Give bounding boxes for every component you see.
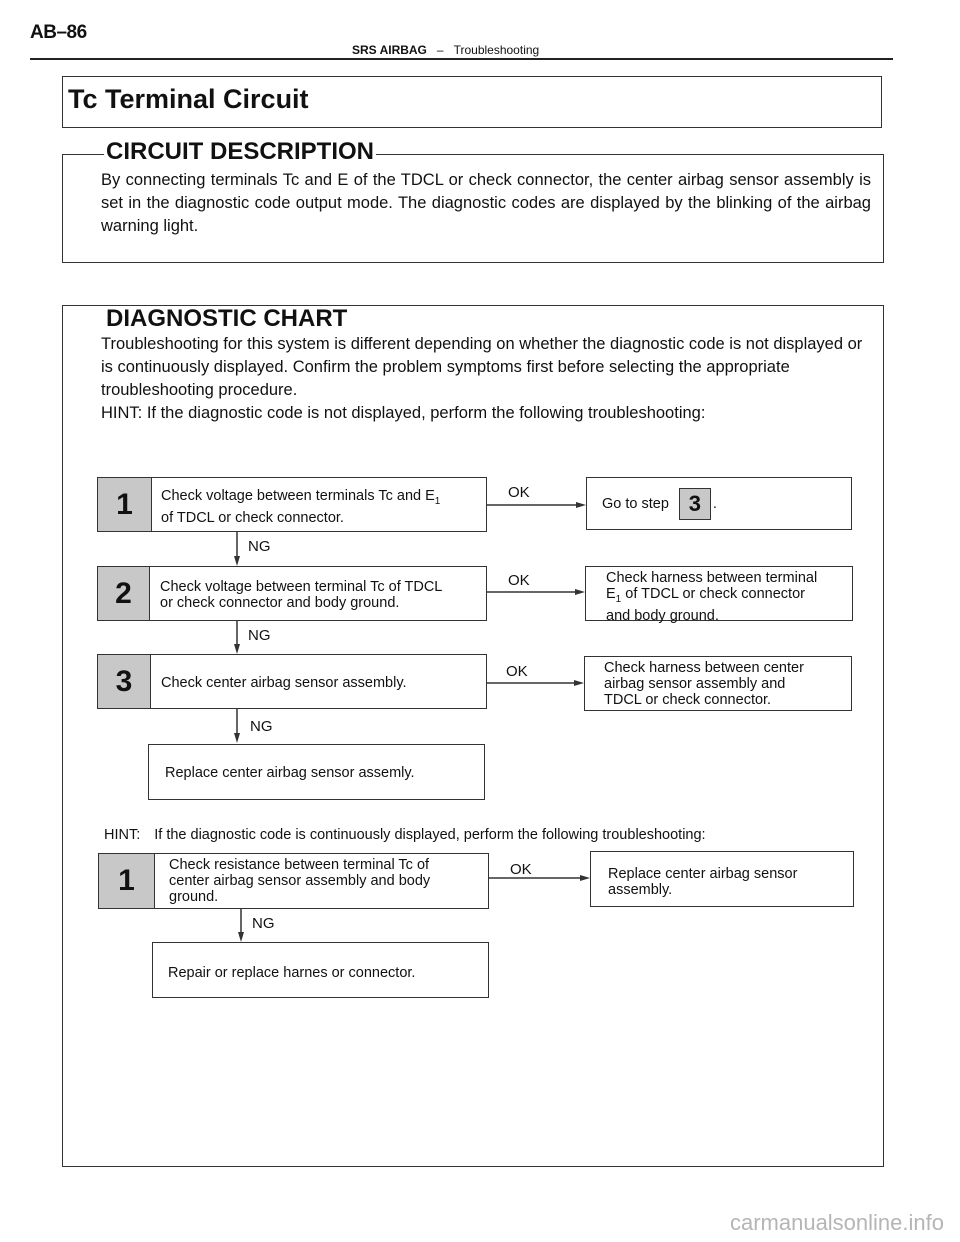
flow2-final-text: Repair or replace harnes or connector.: [168, 965, 416, 981]
hint2-text: If the diagnostic code is continuously displayed, perform the following troubleshooting:: [154, 827, 706, 843]
flow1-step1-ng-label: NG: [248, 538, 271, 555]
flow1-step2-ok-label: OK: [508, 572, 530, 589]
flow1-step1-box: [97, 477, 487, 532]
flow2-step1-result-box: [590, 851, 854, 907]
flow1-step2-result-subscript: 1: [615, 593, 622, 605]
flow1-final-box: [148, 744, 485, 800]
flow1-step2-number: 2: [98, 567, 150, 620]
page-code: AB–86: [30, 22, 87, 43]
flow1-step3-number: 3: [98, 655, 151, 708]
header-separator: –: [436, 43, 444, 57]
flow1-step3-ng-label: NG: [250, 718, 273, 735]
flow1-step2-result: [606, 570, 817, 624]
flow1-step2-result-line3: and body ground.: [606, 607, 719, 624]
flow1-step3-result: [604, 660, 804, 708]
circuit-description-heading: CIRCUIT DESCRIPTION: [106, 138, 375, 165]
flow1-step2-text: [150, 567, 442, 620]
flow1-step2-line2: or check connector and body ground.: [160, 595, 400, 611]
flow1-step2-line1: Check voltage between terminal Tc of TDCL: [160, 579, 443, 595]
flow2-final-box: [152, 942, 489, 998]
header-subsection: Troubleshooting: [453, 43, 540, 57]
flow2-step1-line3: ground.: [169, 889, 219, 905]
flow2-step1-result: [608, 866, 797, 898]
flow1-step3-text: [151, 655, 407, 708]
hint2-label: HINT:: [104, 827, 141, 843]
flow1-step2-result-line1: Check harness between terminal: [606, 570, 818, 586]
flow1-step1-result-box: [586, 477, 852, 530]
watermark: carmanualsonline.info: [729, 1210, 944, 1235]
flow2-step1-number: 1: [99, 854, 155, 908]
flow1-step1-number: 1: [98, 478, 152, 531]
circuit-description-text: By connecting terminals Tc and E of the TDCL or check connector, the center airbag sensor assembly is set in the diagnostic code output mode. The diagnostic codes are displayed by the blinking of the airbag warning light.: [101, 171, 871, 235]
flow2-step1-result-line1: Replace center airbag sensor: [608, 866, 798, 882]
flow1-final-text: Replace center airbag sensor assemly.: [165, 765, 415, 781]
diagnostic-chart-heading: DIAGNOSTIC CHART: [106, 305, 348, 332]
flow1-step2-result-line2-b: of TDCL or check connector: [621, 586, 805, 602]
page-title: Tc Terminal Circuit: [68, 84, 309, 114]
flow1-step2-ng-label: NG: [248, 627, 271, 644]
diagnostic-chart-hint: HINT: If the diagnostic code is not displayed, perform the following troubleshooting:: [101, 404, 706, 422]
flow1-step1-ok-label: OK: [508, 484, 530, 501]
hint2-line: [104, 827, 706, 843]
flow1-step3-result-box: [584, 656, 852, 711]
flow2-step1-ng-label: NG: [252, 915, 275, 932]
flow2-step1-line1: Check resistance between terminal Tc of: [169, 857, 430, 873]
flow1-step2-result-box: [585, 566, 853, 624]
flow1-step1-text: [152, 478, 440, 531]
flow1-step1-result-period: .: [712, 496, 717, 512]
flow1-step1-line1: Check voltage between terminals Tc and E: [161, 488, 435, 504]
flow1-step1-result-text: Go to step: [602, 496, 669, 512]
flow1-step3-result-line3: TDCL or check connector.: [604, 692, 772, 708]
flow1-step3-result-line1: Check harness between center: [604, 660, 804, 676]
flow1-step3-ok-label: OK: [506, 663, 528, 680]
flow2-step1-result-line2: assembly.: [608, 882, 673, 898]
header-section: SRS AIRBAG: [352, 43, 427, 57]
flow1-step1-subscript: 1: [434, 495, 441, 507]
flow1-step2-box: [97, 566, 487, 621]
flow2-step1-line2: center airbag sensor assembly and body: [169, 873, 431, 889]
flow2-step1-ok-label: OK: [510, 861, 532, 878]
flow1-step3-result-line2: airbag sensor assembly and: [604, 676, 786, 692]
diagnostic-chart-intro: Troubleshooting for this system is different depending on whether the diagnostic code is not displayed or is continuously displayed. Confirm the problem symptoms first before selecting the appropriate troubleshooting procedure.: [101, 335, 863, 399]
flow1-step1-result: [602, 488, 717, 520]
flow1-step2-result-line2-a: E: [606, 586, 616, 602]
flow2-step1-box: [98, 853, 489, 909]
flow2-step1-text: [155, 854, 430, 908]
flow1-step1-result-step-badge: 3: [679, 488, 711, 520]
flow1-step3-line1: Check center airbag sensor assembly.: [161, 675, 407, 691]
flow1-step3-box: [97, 654, 487, 709]
flow1-step1-line2: of TDCL or check connector.: [161, 509, 344, 526]
